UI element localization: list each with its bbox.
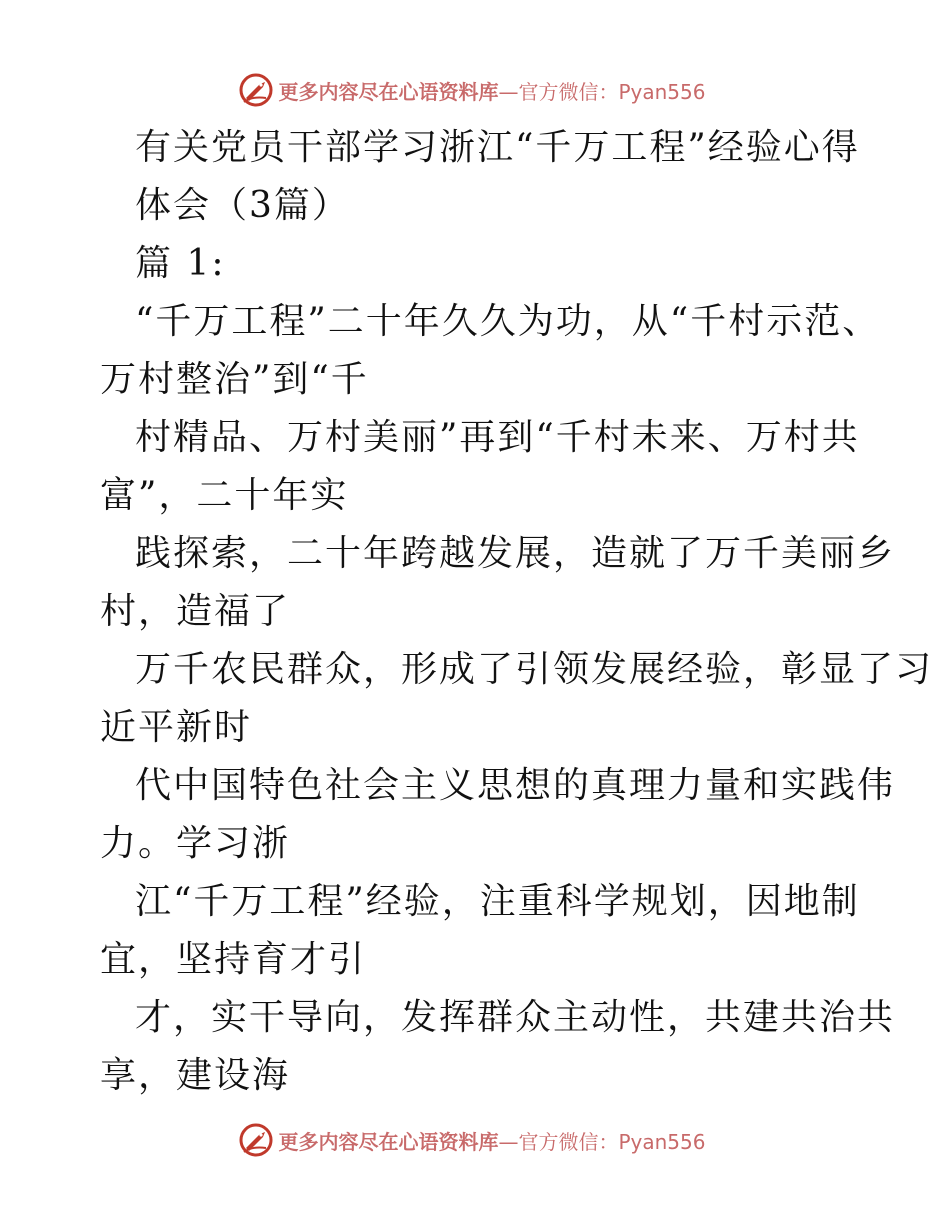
doc-title-line-1: 有关党员干部学习浙江“千万工程”经验心得 (135, 127, 860, 168)
banner-text: 更多内容尽在心语资料库—官方微信：Pyan556 (278, 79, 706, 104)
header-banner (0, 70, 950, 110)
paragraph-line: 村，造福了 (100, 591, 291, 632)
pen-nib-logo-icon (238, 72, 274, 108)
pen-nib-logo-icon (238, 1122, 274, 1158)
doc-title-line-2: 体会（3篇） (135, 185, 350, 226)
paragraph-line: 宜，坚持育才引 (100, 939, 367, 980)
section-heading: 篇 1: (135, 243, 226, 284)
paragraph-line: 万村整治”到“千 (100, 359, 369, 400)
paragraph-line: 近平新时 (100, 707, 253, 748)
paragraph-line: 享，建设海 (100, 1055, 291, 1096)
paragraph-line: 村精品、万村美丽”再到“千村未来、万村共 (135, 417, 860, 458)
paragraph-line: 代中国特色社会主义思想的真理力量和实践伟 (135, 765, 896, 806)
paragraph-line: “千万工程”二十年久久为功，从“千村示范、 (135, 301, 881, 342)
footer-banner (0, 1120, 950, 1160)
banner-text: 更多内容尽在心语资料库—官方微信：Pyan556 (278, 1129, 706, 1154)
paragraph-line: 践探索，二十年跨越发展，造就了万千美丽乡 (135, 533, 896, 574)
paragraph-line: 江“千万工程”经验，注重科学规划，因地制 (135, 881, 860, 922)
paragraph-line: 力。学习浙 (100, 823, 291, 864)
paragraph-line: 万千农民群众，形成了引领发展经验，彰显了习 (135, 649, 934, 690)
paragraph-line: 富”，二十年实 (100, 475, 349, 516)
paragraph-line: 才，实干导向，发挥群众主动性，共建共治共 (135, 997, 896, 1038)
